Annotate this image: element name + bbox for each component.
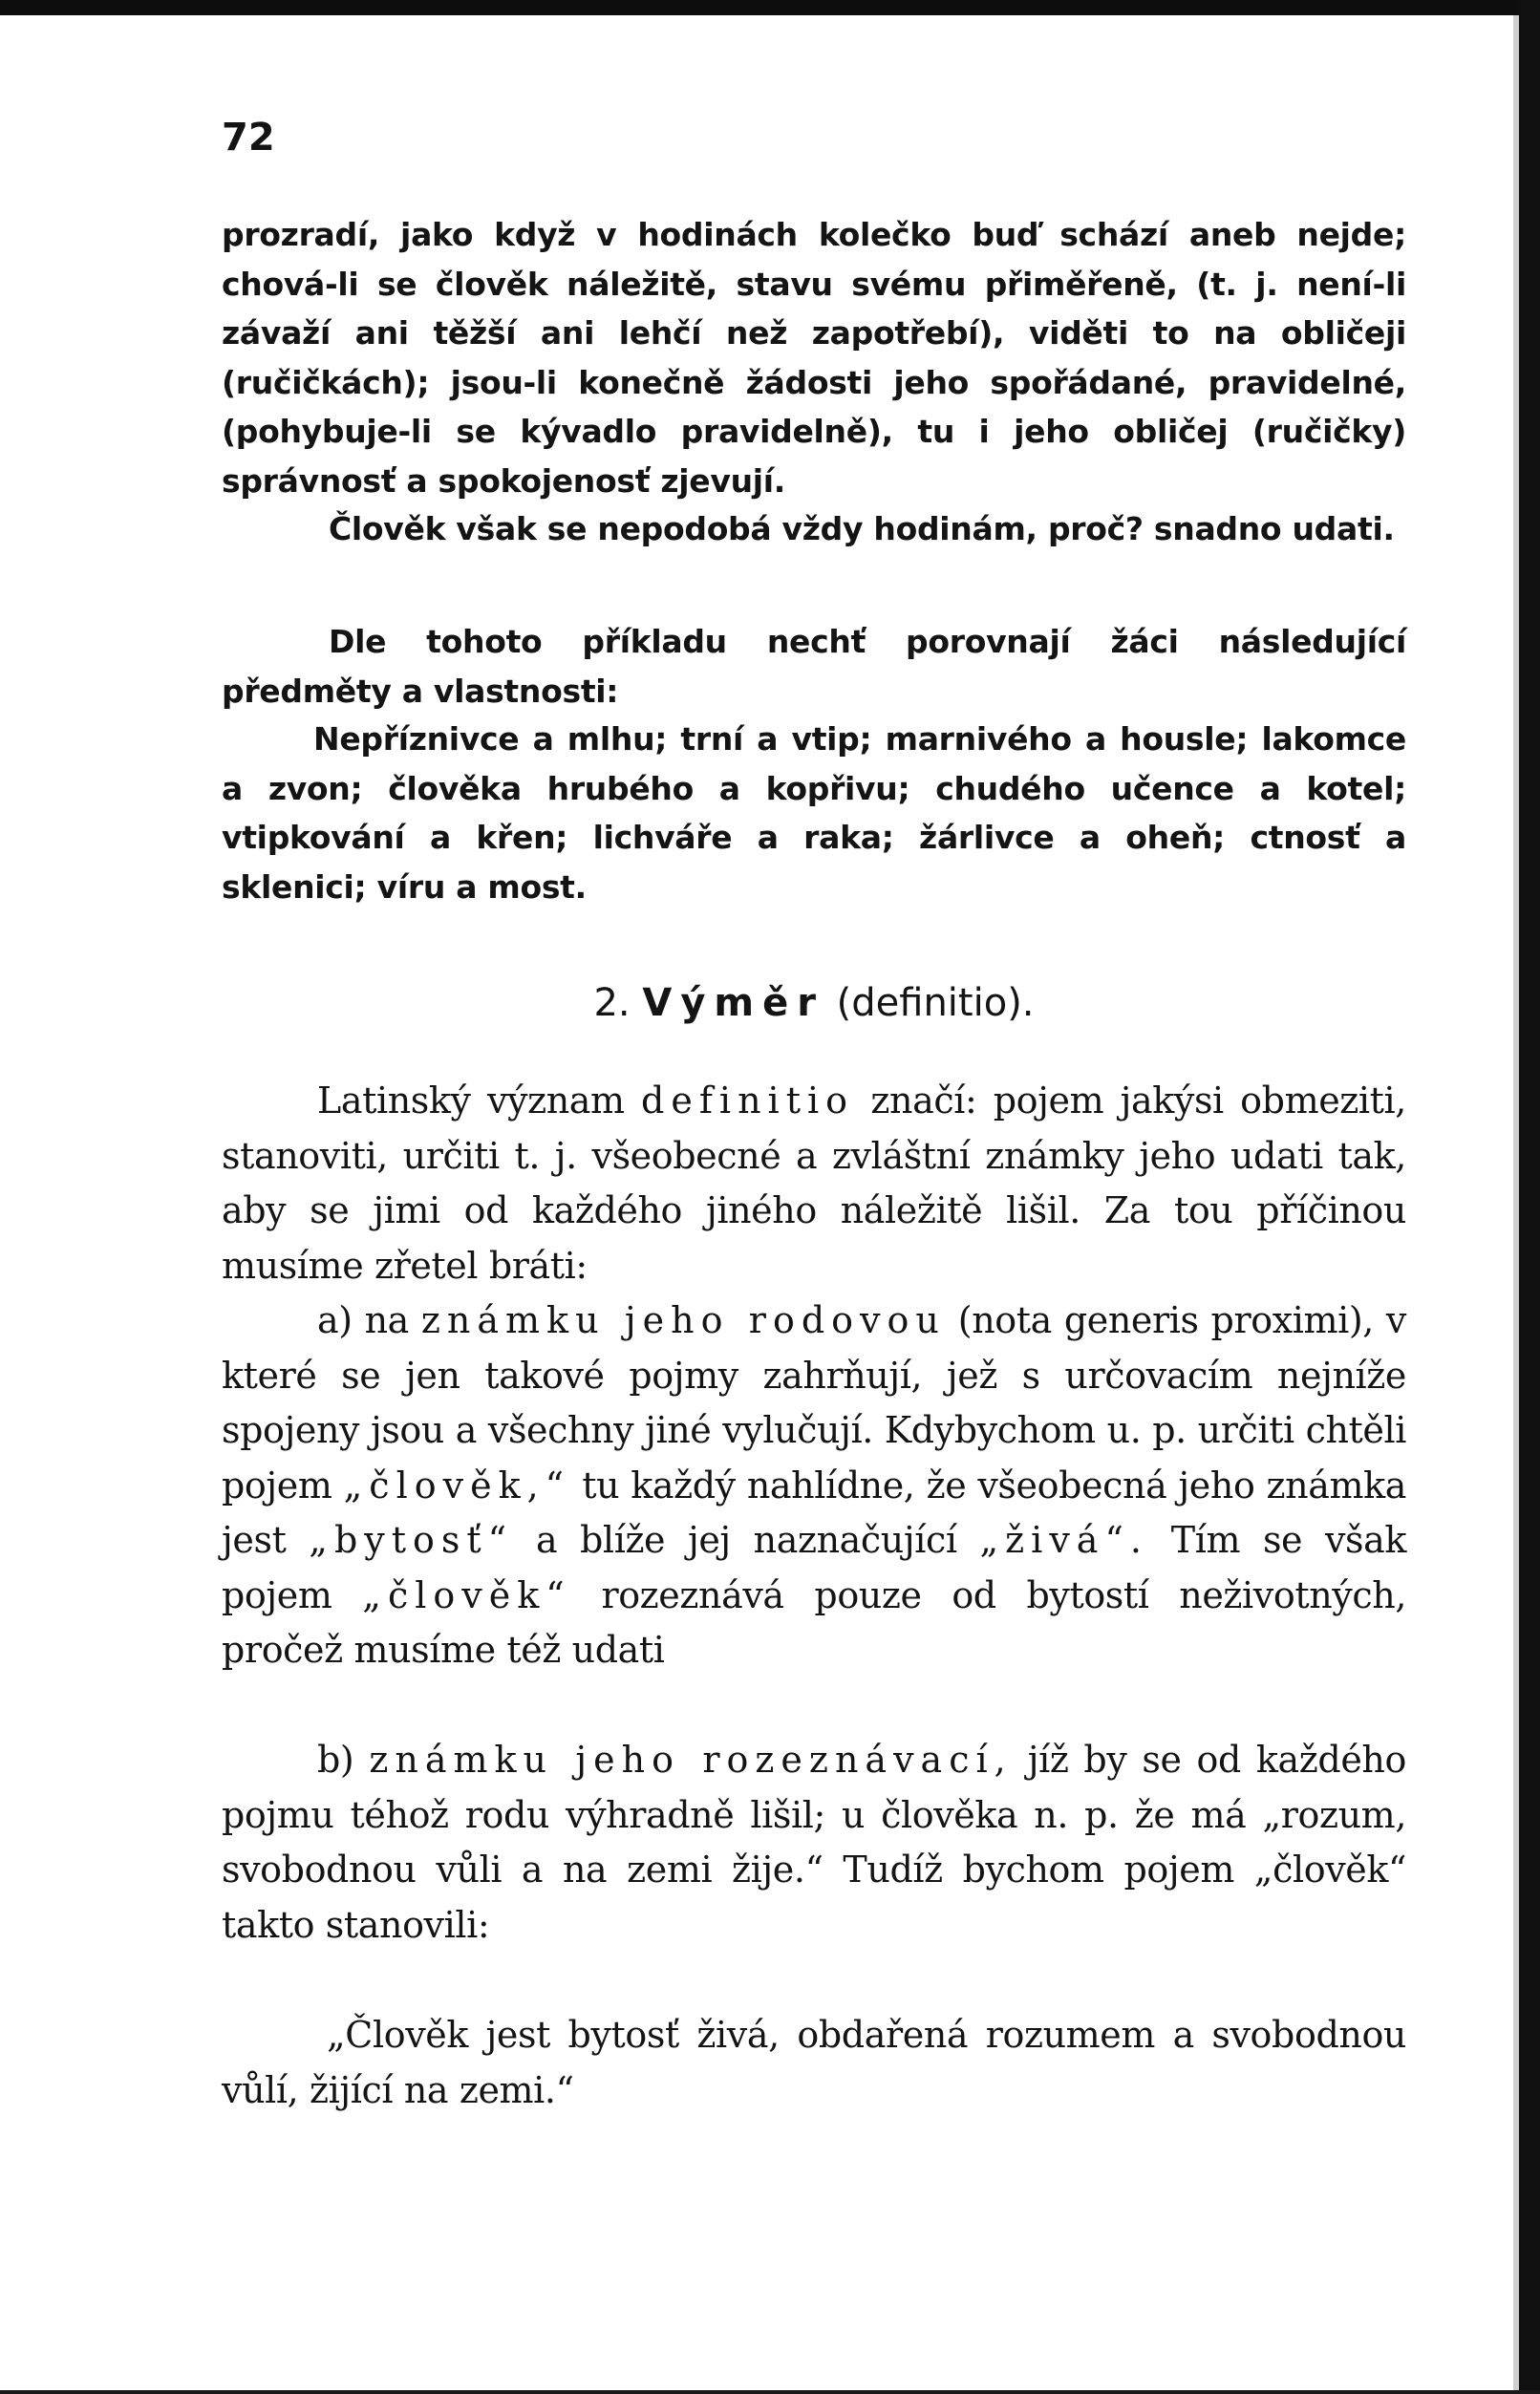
section-latin: (definitio). [836,981,1035,1025]
point-a-text-5: rozeznává pouze od bytostí neživotných, pročež musíme též udati [222,1573,1407,1671]
point-b-term: známku jeho rozeznávací, [369,1739,1013,1781]
section-heading [222,978,1406,1028]
point-a-label: a) na [317,1299,409,1341]
page-number: 72 [222,116,275,160]
paragraph-question: Člověk však se nepodobá vždy hodinám, proč? snadno udati. [329,510,1395,547]
scan-bottom-border [0,2390,1540,2394]
point-a-word-ziva: „živá“. [979,1519,1148,1561]
point-a-word-bytost: „bytosť“ [309,1519,514,1561]
point-a-word-clovek: „člověk,“ [343,1464,571,1507]
definition-text-end: značí: pojem jakýsi obmeziti, stanoviti, určiti t. j. všeobecné a zvláštní známky jeho udati tak, aby se jimi od každého jiného náležitě lišil. Za tou příčinou musíme zřetel bráti: [222,1079,1406,1287]
point-a-text: (nota generis proximi), v které se jen takové pojmy zahrňují, jež s určovacím nejníže spojeny jsou a všechny jiné vylučují. Kdybychom u. p. určiti chtěli pojem [222,1299,1406,1507]
point-a-text-4: Tím se však pojem [222,1519,1407,1616]
paragraph-exercise-list: Nepříznivce a mlhu; trní a vtip; marnivého a housle; lakomce a zvon; člověka hrubého a kopřivu; chudého učence a kotel; vtipkování a křen; lichváře a raka; žárlivce a oheň; ctnosť a sklenici; víru a most. [222,720,1406,906]
point-a-text-3: a blíže jej naznačující [535,1519,957,1561]
scan-top-border [0,0,1540,15]
paragraph-clock-analogy: prozradí, jako když v hodinách kolečko buď schází aneb nejde; chová-li se člověk náležitě, stavu svému přiměřeně, (t. j. není-li závaží ani těžší ani lehčí než zapotřebí), viděti to na obličeji (ručičkách); jsou-li konečně žádosti jeho spořádané, pravidelné, (pohybuje-li se kývadlo pravidelně), tu i jeho obličej (ručičky) správnosť a spokojenosť zjevují. [222,216,1406,500]
paragraph-definition-quote: „Člověk jest bytosť živá, obdařená rozumem a svobodnou vůlí, žijící na zemi.“ [222,2014,1406,2111]
point-b-label: b) [317,1739,354,1781]
point-a-term: známku jeho rodovou [420,1299,946,1341]
definition-text-start: Latinský význam [317,1079,625,1122]
paragraph-point-b [222,1733,1406,1953]
paragraph-point-a [222,1293,1406,1678]
point-b-text: jíž by se od každého pojmu téhož rodu výhradně lišil; u člověka n. p. že má „rozum, svobodnou vůli a na zemi žije.“ Tudíž bychom pojem „člověk“ takto stanovili: [222,1739,1406,1946]
point-a-text-2: tu každý nahlídne, že všeobecná jeho známka jest [222,1464,1406,1561]
definition-term: definitio [641,1079,855,1122]
paragraph-definition-meaning [222,1074,1406,1293]
point-a-word-clovek-2: „člověk“ [362,1573,571,1616]
scan-right-border [1519,0,1540,2394]
section-number: 2. [593,981,631,1025]
paragraph-exercise-intro: Dle tohoto příkladu nechť porovnají žáci následující předměty a vlastnosti: [222,623,1406,710]
section-title: Výměr [642,981,824,1025]
